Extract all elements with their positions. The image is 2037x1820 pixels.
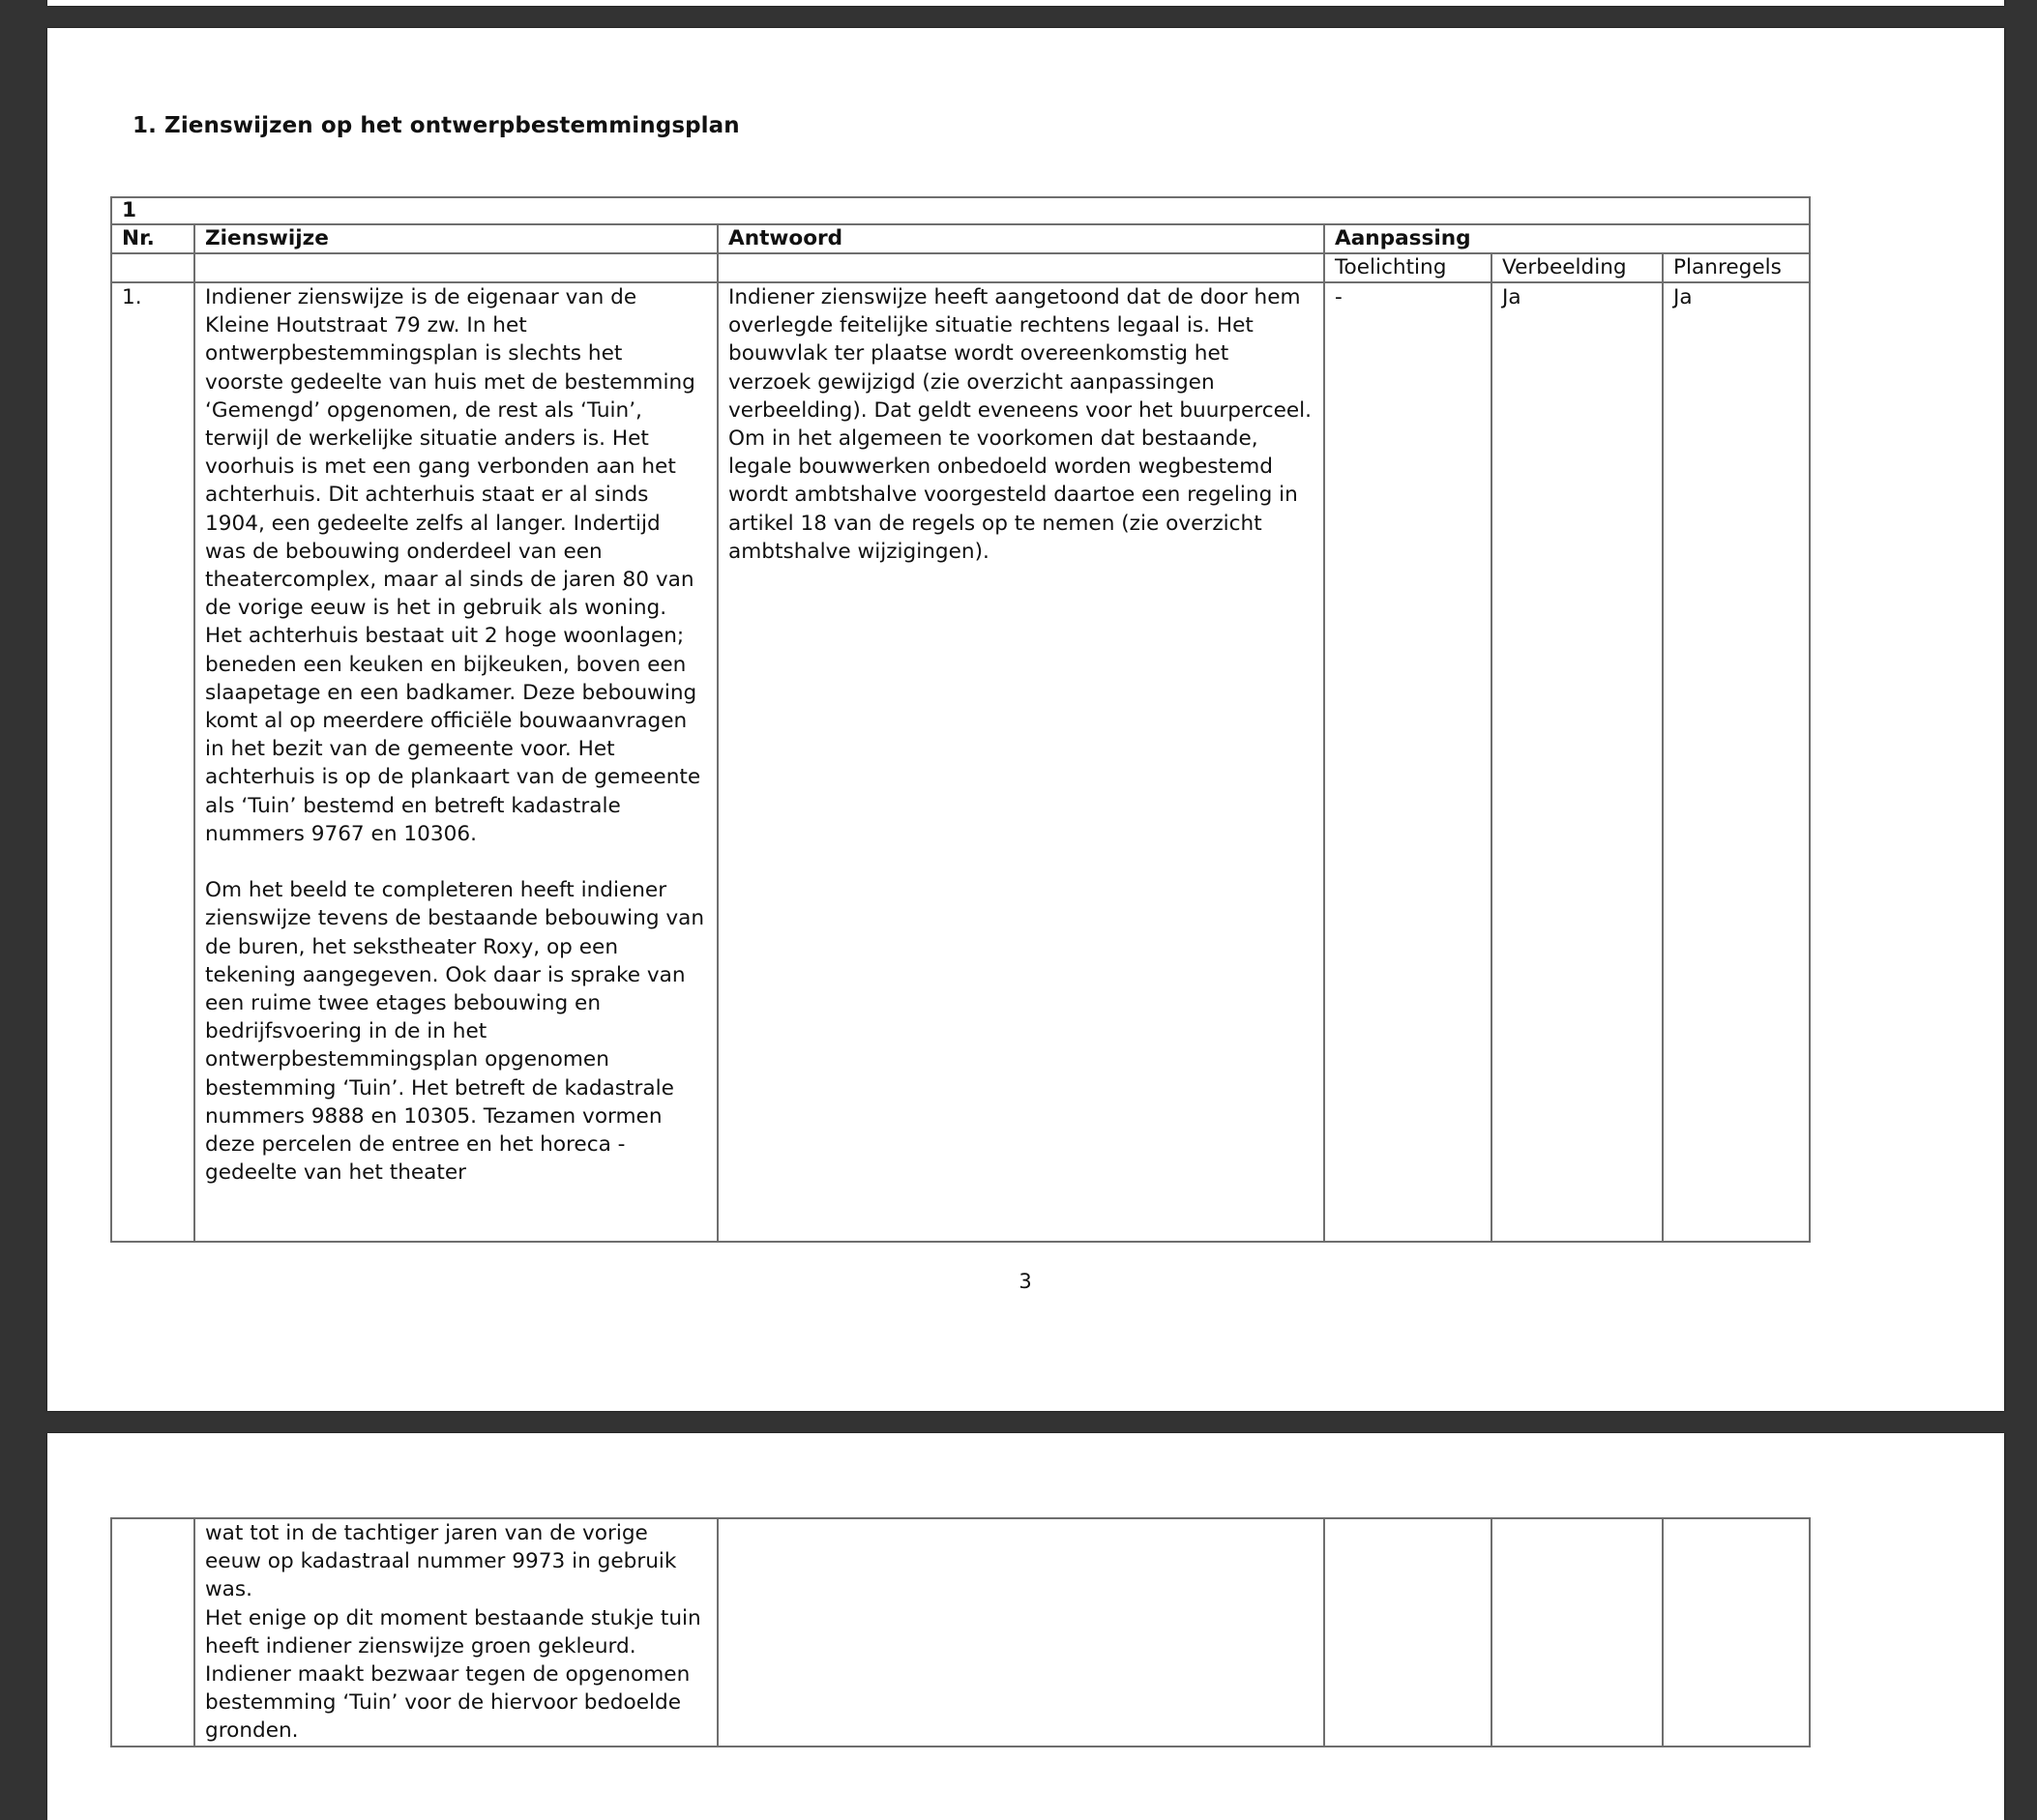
header-nr: Nr. [111,224,194,253]
zienswijzen-table-continued [110,1517,1811,1747]
zienswijze-paragraph: Om het beeld te completeren heeft indiener zienswijze tevens de bestaande bebouwing van de buren, het sekstheater Roxy, op een tekening aangegeven. Ook daar is sprake van een ruime twee etages bebouwing en bedrijfsvoering in de in het ontwerpbestemmingsplan opgenomen bestemming ‘Tuin’. Het betreft de kadastrale nummers 9888 en 10305. Tezamen vormen deze percelen de entree en het horeca -gedeelte van het theater [205,878,705,1186]
table-subheader-row [111,253,1810,282]
zienswijze-paragraph: wat tot in de tachtiger jaren van de vorige eeuw op kadastraal nummer 9973 in gebruik was. [205,1521,677,1602]
paragraph-gap [205,848,707,876]
antwoord-cell-empty [718,1518,1324,1747]
subheader-toelichting: Toelichting [1324,253,1491,282]
header-zienswijze: Zienswijze [194,224,718,253]
table-row [111,1518,1810,1747]
header-antwoord: Antwoord [718,224,1324,253]
row-number-empty [111,1518,194,1747]
subheader-empty-zienswijze [194,253,718,282]
zienswijzen-table [110,196,1811,1243]
verbeelding-cell-empty [1491,1518,1663,1747]
toelichting-cell-empty [1324,1518,1491,1747]
verbeelding-cell: Ja [1491,282,1663,1242]
table-title-row [111,197,1810,224]
subheader-planregels: Planregels [1663,253,1810,282]
section-heading: 1. Zienswijzen op het ontwerpbestemmingsplan [133,113,740,138]
planregels-cell: Ja [1663,282,1810,1242]
antwoord-cell: Indiener zienswijze heeft aangetoond dat de door hem overlegde feitelijke situatie rechtens legaal is. Het bouwvlak ter plaatse wordt overeenkomstig het verzoek gewijzigd (zie overzicht aanpassingen verbeelding). Dat geldt eveneens voor het buurperceel. Om in het algemeen te voorkomen dat bestaande, legale bouwwerken onbedoeld worden wegbestemd wordt ambtshalve voorgesteld daartoe een regeling in artikel 18 van de regels op te nemen (zie overzicht ambtshalve wijzigingen). [718,282,1324,1242]
section-number: 1 [111,197,1810,224]
toelichting-cell: - [1324,282,1491,1242]
table-header-row [111,224,1810,253]
zienswijze-paragraph: Indiener zienswijze is de eigenaar van de Kleine Houtstraat 79 zw. In het ontwerpbestemmingsplan is slechts het voorste gedeelte van huis met de bestemming ‘Gemengd’ opgenomen, de rest als ‘Tuin’, terwijl de werkelijke situatie anders is. Het voorhuis is met een gang verbonden aan het achterhuis. Dit achterhuis staat er al sinds 1904, een gedeelte zelfs al langer. Indertijd was de bebouwing onderdeel van een theatercomplex, maar al sinds de jaren 80 van de vorige eeuw is het in gebruik als woning. Het achterhuis bestaat uit 2 hoge woonlagen; beneden een keuken en bijkeuken, boven een slaapetage en een badkamer. Deze bebouwing komt al op meerdere officiële bouwaanvragen in het bezit van de gemeente voor. Het achterhuis is op de plankaart van de gemeente als ‘Tuin’ bestemd en betreft kadastrale nummers 9767 en 10306. [205,285,701,846]
zienswijze-cell [194,282,718,1242]
zienswijze-paragraph: Het enige op dit moment bestaande stukje tuin heeft indiener zienswijze groen gekleurd. Indiener maakt bezwaar tegen de opgenomen bestemming ‘Tuin’ voor de hiervoor bedoelde gronden. [205,1605,701,1744]
header-aanpassing: Aanpassing [1324,224,1810,253]
subheader-empty-nr [111,253,194,282]
subheader-empty-antwoord [718,253,1324,282]
document-page-4 [47,1433,2004,1820]
page-number: 3 [1018,1270,1032,1293]
subheader-verbeelding: Verbeelding [1491,253,1663,282]
planregels-cell-empty [1663,1518,1810,1747]
previous-page-edge [47,0,2004,6]
document-page-3 [47,28,2004,1411]
table-row [111,282,1810,1242]
row-number: 1. [111,282,194,1242]
zienswijze-cell-continued [194,1518,718,1747]
